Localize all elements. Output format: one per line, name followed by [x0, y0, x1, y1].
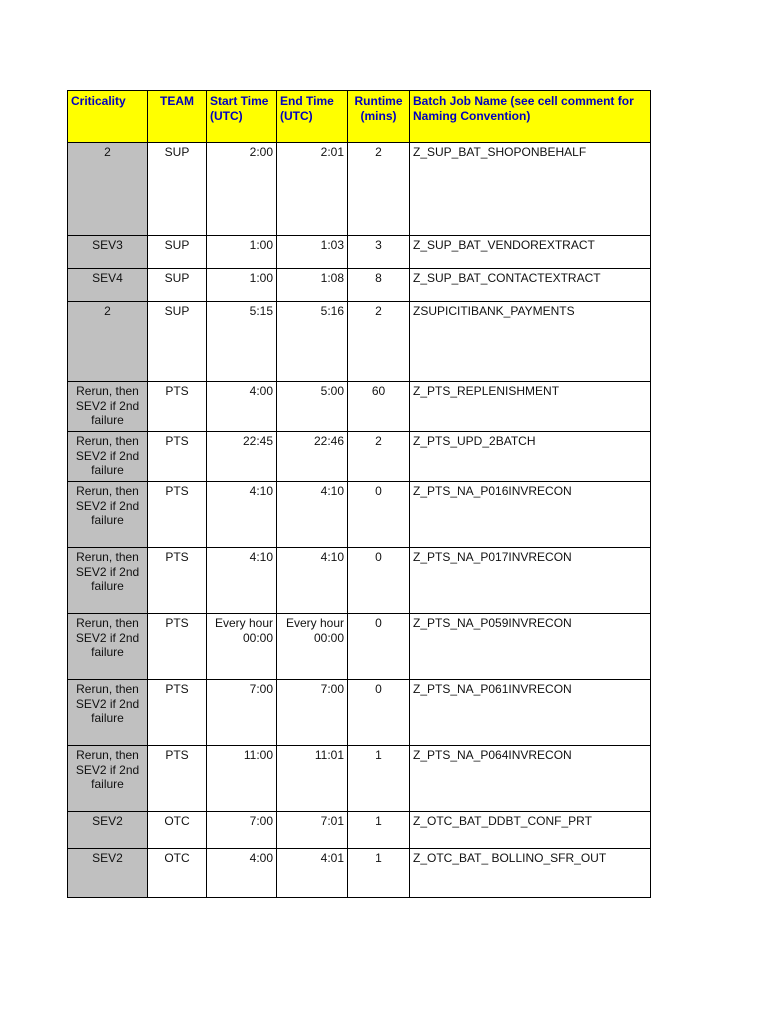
cell-criticality[interactable]: SEV3 — [68, 236, 148, 269]
cell-end-time[interactable]: 5:16 — [277, 302, 348, 382]
cell-job-name[interactable]: Z_OTC_BAT_DDBT_CONF_PRT — [410, 812, 651, 849]
cell-job-name[interactable]: Z_PTS_NA_P064INVRECON — [410, 746, 651, 812]
table-row — [68, 746, 651, 812]
cell-criticality[interactable]: Rerun, then SEV2 if 2nd failure — [68, 680, 148, 746]
cell-job-name[interactable]: Z_PTS_NA_P016INVRECON — [410, 482, 651, 548]
cell-team[interactable]: PTS — [148, 746, 207, 812]
cell-job-name[interactable]: Z_PTS_UPD_2BATCH — [410, 432, 651, 482]
cell-start-time[interactable]: 2:00 — [207, 143, 277, 236]
table-row — [68, 680, 651, 746]
header-criticality[interactable]: Criticality — [68, 91, 148, 143]
cell-runtime[interactable]: 2 — [348, 143, 410, 236]
cell-start-time[interactable]: 22:45 — [207, 432, 277, 482]
cell-criticality[interactable]: Rerun, then SEV2 if 2nd failure — [68, 432, 148, 482]
cell-start-time[interactable]: 5:15 — [207, 302, 277, 382]
cell-job-name[interactable]: Z_PTS_NA_P017INVRECON — [410, 548, 651, 614]
cell-runtime[interactable]: 3 — [348, 236, 410, 269]
table-row — [68, 482, 651, 548]
cell-start-time[interactable]: 1:00 — [207, 269, 277, 302]
cell-start-time[interactable]: 11:00 — [207, 746, 277, 812]
cell-start-time[interactable]: 7:00 — [207, 680, 277, 746]
cell-team[interactable]: SUP — [148, 269, 207, 302]
cell-team[interactable]: PTS — [148, 382, 207, 432]
header-runtime[interactable]: Runtime (mins) — [348, 91, 410, 143]
header-team[interactable]: TEAM — [148, 91, 207, 143]
header-job-name[interactable]: Batch Job Name (see cell comment for Naming Convention) — [410, 91, 651, 143]
cell-runtime[interactable]: 1 — [348, 849, 410, 898]
cell-job-name[interactable]: Z_PTS_REPLENISHMENT — [410, 382, 651, 432]
cell-job-name[interactable]: Z_PTS_NA_P061INVRECON — [410, 680, 651, 746]
table-row — [68, 812, 651, 849]
header-start-time[interactable]: Start Time (UTC) — [207, 91, 277, 143]
cell-criticality[interactable]: SEV2 — [68, 849, 148, 898]
cell-criticality[interactable]: Rerun, then SEV2 if 2nd failure — [68, 482, 148, 548]
cell-runtime[interactable]: 8 — [348, 269, 410, 302]
cell-runtime[interactable]: 0 — [348, 614, 410, 680]
table-row — [68, 614, 651, 680]
table-row — [68, 548, 651, 614]
cell-job-name[interactable]: ZSUPICITIBANK_PAYMENTS — [410, 302, 651, 382]
cell-runtime[interactable]: 2 — [348, 302, 410, 382]
batch-job-sheet — [67, 90, 650, 898]
cell-end-time[interactable]: 1:08 — [277, 269, 348, 302]
cell-team[interactable]: PTS — [148, 548, 207, 614]
cell-team[interactable]: SUP — [148, 236, 207, 269]
table-row — [68, 849, 651, 898]
cell-start-time[interactable]: 4:00 — [207, 382, 277, 432]
cell-team[interactable]: SUP — [148, 302, 207, 382]
cell-runtime[interactable]: 60 — [348, 382, 410, 432]
cell-end-time[interactable]: 7:00 — [277, 680, 348, 746]
table-row — [68, 432, 651, 482]
cell-runtime[interactable]: 0 — [348, 680, 410, 746]
header-end-time[interactable]: End Time (UTC) — [277, 91, 348, 143]
table-row — [68, 302, 651, 382]
cell-job-name[interactable]: Z_SUP_BAT_VENDOREXTRACT — [410, 236, 651, 269]
cell-runtime[interactable]: 2 — [348, 432, 410, 482]
cell-job-name[interactable]: Z_PTS_NA_P059INVRECON — [410, 614, 651, 680]
cell-end-time[interactable]: 5:00 — [277, 382, 348, 432]
cell-end-time[interactable]: 4:10 — [277, 548, 348, 614]
cell-end-time[interactable]: 22:46 — [277, 432, 348, 482]
header-row — [68, 91, 651, 143]
cell-start-time[interactable]: 1:00 — [207, 236, 277, 269]
table-row — [68, 236, 651, 269]
cell-start-time[interactable]: Every hour 00:00 — [207, 614, 277, 680]
cell-team[interactable]: PTS — [148, 614, 207, 680]
cell-end-time[interactable]: Every hour 00:00 — [277, 614, 348, 680]
cell-job-name[interactable]: Z_SUP_BAT_SHOPONBEHALF — [410, 143, 651, 236]
cell-start-time[interactable]: 7:00 — [207, 812, 277, 849]
cell-job-name[interactable]: Z_OTC_BAT_ BOLLINO_SFR_OUT — [410, 849, 651, 898]
cell-end-time[interactable]: 1:03 — [277, 236, 348, 269]
cell-runtime[interactable]: 1 — [348, 746, 410, 812]
cell-start-time[interactable]: 4:10 — [207, 482, 277, 548]
cell-runtime[interactable]: 0 — [348, 482, 410, 548]
cell-criticality[interactable]: SEV4 — [68, 269, 148, 302]
cell-team[interactable]: OTC — [148, 849, 207, 898]
cell-start-time[interactable]: 4:00 — [207, 849, 277, 898]
cell-runtime[interactable]: 1 — [348, 812, 410, 849]
cell-end-time[interactable]: 7:01 — [277, 812, 348, 849]
cell-criticality[interactable]: 2 — [68, 143, 148, 236]
cell-end-time[interactable]: 11:01 — [277, 746, 348, 812]
cell-job-name[interactable]: Z_SUP_BAT_CONTACTEXTRACT — [410, 269, 651, 302]
table-row — [68, 382, 651, 432]
cell-team[interactable]: PTS — [148, 482, 207, 548]
cell-end-time[interactable]: 4:10 — [277, 482, 348, 548]
cell-start-time[interactable]: 4:10 — [207, 548, 277, 614]
cell-criticality[interactable]: SEV2 — [68, 812, 148, 849]
cell-team[interactable]: OTC — [148, 812, 207, 849]
cell-team[interactable]: PTS — [148, 432, 207, 482]
cell-team[interactable]: PTS — [148, 680, 207, 746]
cell-criticality[interactable]: 2 — [68, 302, 148, 382]
batch-job-table — [67, 90, 651, 898]
cell-runtime[interactable]: 0 — [348, 548, 410, 614]
cell-end-time[interactable]: 4:01 — [277, 849, 348, 898]
cell-criticality[interactable]: Rerun, then SEV2 if 2nd failure — [68, 382, 148, 432]
table-row — [68, 143, 651, 236]
cell-team[interactable]: SUP — [148, 143, 207, 236]
cell-criticality[interactable]: Rerun, then SEV2 if 2nd failure — [68, 746, 148, 812]
cell-end-time[interactable]: 2:01 — [277, 143, 348, 236]
cell-criticality[interactable]: Rerun, then SEV2 if 2nd failure — [68, 548, 148, 614]
cell-criticality[interactable]: Rerun, then SEV2 if 2nd failure — [68, 614, 148, 680]
table-row — [68, 269, 651, 302]
